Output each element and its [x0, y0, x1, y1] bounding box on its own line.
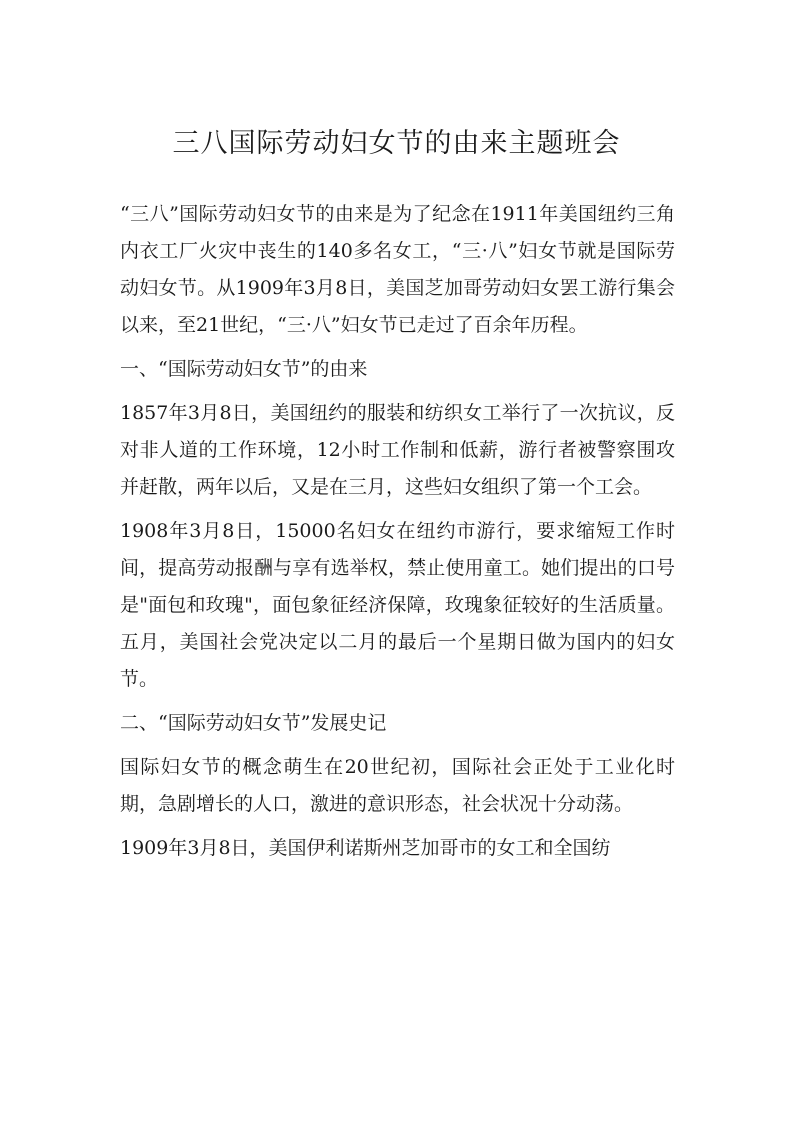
document-body	[120, 196, 675, 874]
section-heading-history: 二、“国际劳动妇女节”发展史记	[120, 712, 387, 734]
paragraph-concept: 国际妇女节的概念萌生在20世纪初，国际社会正处于工业化时期，急剧增长的人口，激进的意识形态，社会状况十分动荡。	[120, 756, 675, 815]
document-title: 三八国际劳动妇女节的由来主题班会	[172, 128, 621, 159]
section-heading-origin: 一、“国际劳动妇女节”的由来	[120, 358, 368, 380]
paragraph-1909: 1909年3月8日，美国伊利诺斯州芝加哥市的女工和全国纺	[120, 837, 611, 859]
paragraph-1857: 1857年3月8日，美国纽约的服装和纺织女工举行了一次抗议，反对非人道的工作环境，12小时工作制和低薪，游行者被警察围攻并赶散，两年以后，又是在三月，这些妇女组织了第一个工会。	[120, 402, 675, 498]
paragraph-1908: 1908年3月8日，15000名妇女在纽约市游行，要求缩短工作时间，提高劳动报酬与享有选举权，禁止使用童工。她们提出的口号是"面包和玫瑰"，面包象征经济保障，玫瑰象征较好的生活质量。五月，美国社会党决定以二月的最后一个星期日做为国内的妇女节。	[120, 520, 675, 690]
intro-paragraph: “三八”国际劳动妇女节的由来是为了纪念在1911年美国纽约三角内衣工厂火灾中丧生的140多名女工，“三·八”妇女节就是国际劳动妇女节。从1909年3月8日，美国芝加哥劳动妇女罢工游行集会以来，至21世纪，“三·八”妇女节已走过了百余年历程。	[120, 203, 675, 336]
